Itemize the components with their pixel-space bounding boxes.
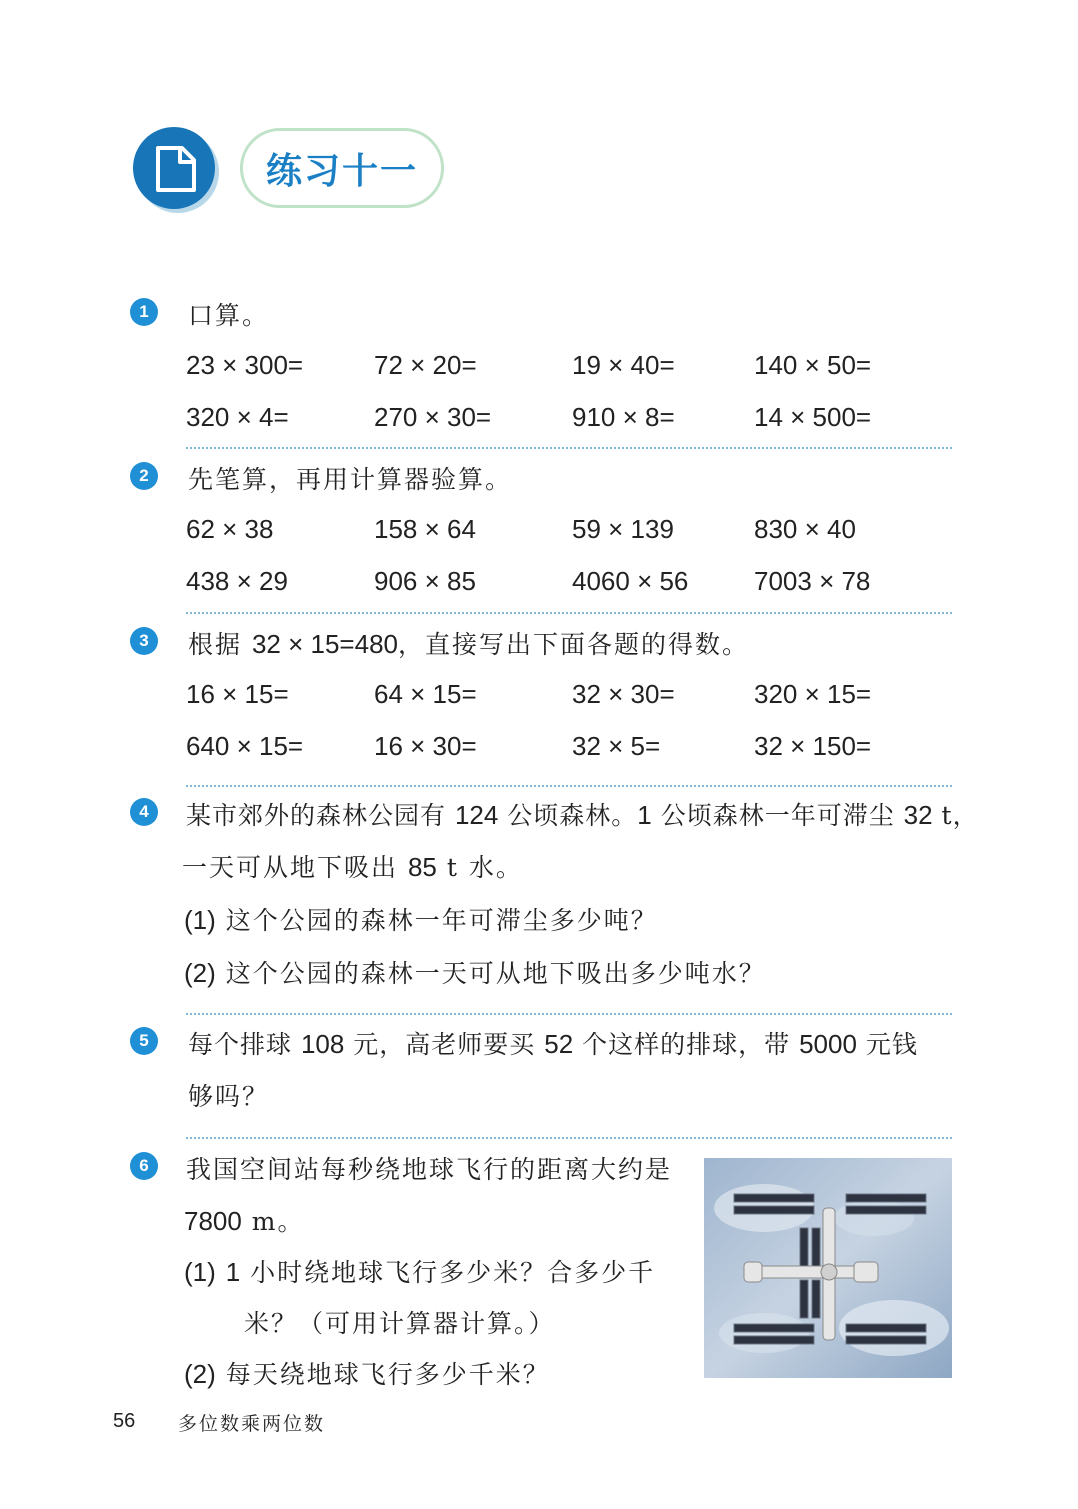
q4-text-line-1 [186, 796, 979, 832]
q5-text-line-1 [188, 1025, 918, 1061]
exercise-title-badge [240, 128, 444, 208]
section-divider [186, 447, 952, 449]
q3-prompt-text: ，直接写出下面各题的得数。 [398, 630, 750, 659]
q6-text: m。 [241, 1207, 305, 1236]
q1-expr: 72 × 20= [374, 350, 477, 380]
q1-expr: 910 × 8= [572, 402, 675, 432]
exercise-document-icon [132, 126, 220, 214]
q4-text: 公顷森林。 [498, 801, 638, 830]
q5-text: 元钱 [856, 1030, 918, 1059]
q5-number: 108 [300, 1029, 345, 1059]
q3-row-2 [186, 731, 946, 771]
subquestion-text: 这个公园的森林一天可从地下吸出多少吨水？ [225, 959, 766, 988]
q2-expr: 438 × 29 [186, 566, 288, 596]
q4-subquestion-1 [184, 901, 658, 937]
question-number-4: 4 [130, 798, 158, 826]
q5-text: 每个排球 [188, 1030, 301, 1059]
q3-expr: 64 × 15= [374, 679, 477, 709]
subquestion-tag: (1) [184, 905, 216, 935]
section-divider [186, 612, 952, 614]
section-divider [186, 1137, 952, 1139]
q3-row-1 [186, 679, 946, 719]
q1-expr: 140 × 50= [754, 350, 872, 380]
q3-expr: 16 × 15= [186, 679, 289, 709]
subquestion-text: 小时绕地球飞行多少米？合多少千 [240, 1258, 656, 1287]
q6-number: 1 [225, 1257, 241, 1287]
q4-text: t， [932, 801, 979, 830]
q4-text: 某市郊外的森林公园有 [186, 801, 455, 830]
space-station-photo [704, 1158, 952, 1378]
q6-subquestion-2 [184, 1355, 550, 1391]
q6-subquestion-1-continued: 米？（可用计算器计算。） [244, 1309, 556, 1338]
q4-number: 85 [407, 852, 437, 882]
q3-given-equation: 32 × 15=480 [251, 629, 398, 659]
q1-expr: 270 × 30= [374, 402, 492, 432]
q1-expr: 320 × 4= [186, 402, 289, 432]
question-number-6: 6 [130, 1152, 158, 1180]
q4-text: t 水。 [436, 853, 523, 882]
q2-expr: 158 × 64 [374, 514, 476, 544]
q2-expr: 830 × 40 [754, 514, 856, 544]
q3-expr: 320 × 15= [754, 679, 872, 709]
q5-number: 52 [544, 1029, 574, 1059]
q1-expr: 19 × 40= [572, 350, 675, 380]
q4-number: 1 [637, 800, 652, 830]
section-divider [186, 785, 952, 787]
q1-row-2 [186, 402, 946, 442]
q2-row-1 [186, 514, 946, 554]
question-number-1: 1 [130, 298, 158, 326]
subquestion-tag: (2) [184, 1359, 216, 1389]
subquestion-tag: (1) [184, 1257, 216, 1287]
subquestion-text: 每天绕地球飞行多少千米？ [225, 1360, 550, 1389]
q1-expr: 23 × 300= [186, 350, 304, 380]
question-number-5: 5 [130, 1027, 158, 1055]
q4-subquestion-2 [184, 954, 766, 990]
q5-text: 元，高老师要买 [344, 1030, 545, 1059]
q6-text-line-1: 我国空间站每秒绕地球飞行的距离大约是 [186, 1155, 673, 1184]
q4-text: 一天可从地下吸出 [182, 853, 408, 882]
q6-text-line-2 [184, 1202, 305, 1238]
q2-prompt: 先笔算，再用计算器验算。 [188, 465, 513, 494]
q2-expr: 7003 × 78 [754, 566, 871, 596]
subquestion-tag: (2) [184, 958, 216, 988]
q2-expr: 4060 × 56 [572, 566, 689, 596]
q2-expr: 59 × 139 [572, 514, 674, 544]
q2-row-2 [186, 566, 946, 606]
q3-expr: 32 × 5= [572, 731, 661, 761]
q4-number: 124 [454, 800, 499, 830]
q5-number: 5000 [799, 1029, 857, 1059]
q3-prompt-text: 根据 [188, 630, 252, 659]
page-title: 练习十一 [265, 149, 418, 192]
q6-subquestion-1 [184, 1253, 655, 1289]
q6-number: 7800 [184, 1206, 242, 1236]
q1-row-1 [186, 350, 946, 390]
q1-prompt: 口算。 [188, 301, 270, 330]
question-number-2: 2 [130, 462, 158, 490]
q1-expr: 14 × 500= [754, 402, 872, 432]
q4-text: 公顷森林一年可滞尘 [651, 801, 904, 830]
q2-expr: 906 × 85 [374, 566, 476, 596]
page-number: 56 [113, 1410, 136, 1432]
section-divider [186, 1013, 952, 1015]
q4-text-line-2 [182, 848, 523, 884]
q5-text: 个这样的排球，带 [573, 1030, 800, 1059]
question-number-3: 3 [130, 627, 158, 655]
q3-expr: 32 × 30= [572, 679, 675, 709]
q4-number: 32 [903, 800, 933, 830]
q5-text-line-2: 够吗？ [188, 1082, 270, 1111]
q3-expr: 16 × 30= [374, 731, 477, 761]
q3-expr: 32 × 150= [754, 731, 872, 761]
subquestion-text: 这个公园的森林一年可滞尘多少吨？ [225, 906, 658, 935]
q3-prompt [188, 625, 749, 661]
q2-expr: 62 × 38 [186, 514, 274, 544]
q3-expr: 640 × 15= [186, 731, 304, 761]
chapter-title: 多位数乘两位数 [178, 1413, 326, 1435]
